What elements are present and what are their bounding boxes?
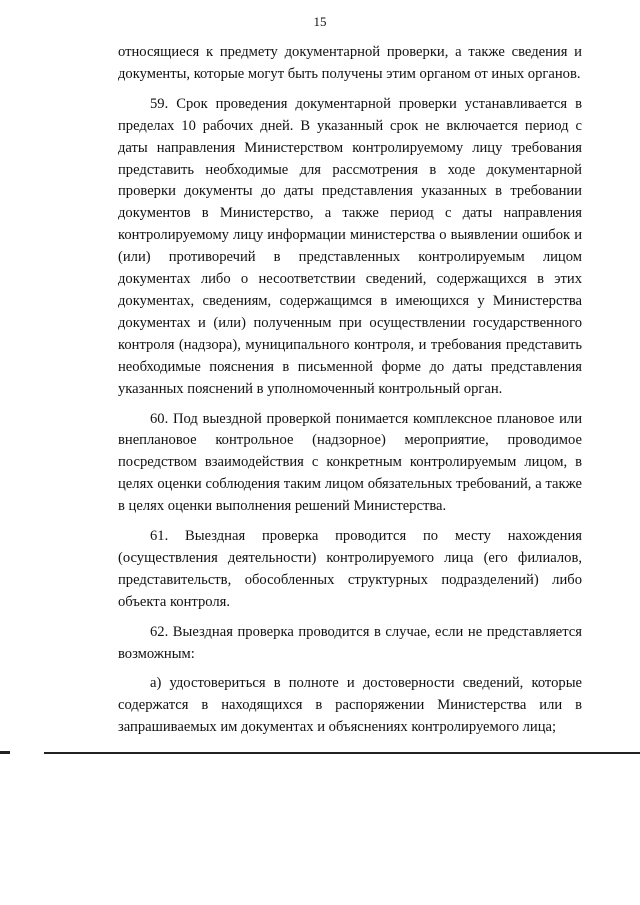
paragraph-continuation: относящиеся к предмету документарной проверки, а также сведения и документы, которые могут быть получены этим органом от иных органов. (118, 44, 582, 82)
document-body (118, 42, 582, 747)
paragraph-62-a: а) удостовериться в полноте и достоверности сведений, которые содержатся в находящихся в распоряжении Министерства или в запрашиваемых им документах и объяснениях контролируемого лица; (118, 675, 582, 736)
paragraph-60: 60. Под выездной проверкой понимается комплексное плановое или внеплановое контрольное (надзорное) мероприятие, проводимое посредством взаимодействия с конкретным контролируемым лицом, в целях оценки соблюдения таким лицом обязательных требований, а также в целях оценки выполнения решений Министерства. (118, 410, 582, 515)
page-number: 15 (313, 14, 327, 29)
paragraph-59: 59. Срок проведения документарной проверки устанавливается в пределах 10 рабочих дней. В указанный срок не включается период с даты направления Министерством контролируемому лицу требования представить необходимые для рассмотрения в ходе документарной проверки документы до даты представления указанных в требовании документов в Министерство, а также период с даты направления контролируемому лицу информации министерства о выявлении ошибок и (или) противоречий в представленных контролируемым лицом документах либо о несоответствии сведений, содержащихся в этих документах, сведениям, содержащимся в имеющихся у Министерства документах и (или) полученным при осуществлении государственного контроля (надзора), муниципального контроля, и требования представить необходимые пояснения в письменной форме до даты представления указанных пояснений в уполномоченный контрольный орган. (118, 95, 582, 397)
paragraph-61: 61. Выездная проверка проводится по месту нахождения (осуществления деятельности) контролируемого лица (его филиалов, представительств, обособленных структурных подразделений) либо объекта контроля. (118, 528, 582, 610)
page-bottom-edge-line (44, 752, 640, 754)
scan-edge-mark (0, 751, 10, 754)
paragraph-62: 62. Выездная проверка проводится в случае, если не представляется возможным: (118, 623, 582, 662)
